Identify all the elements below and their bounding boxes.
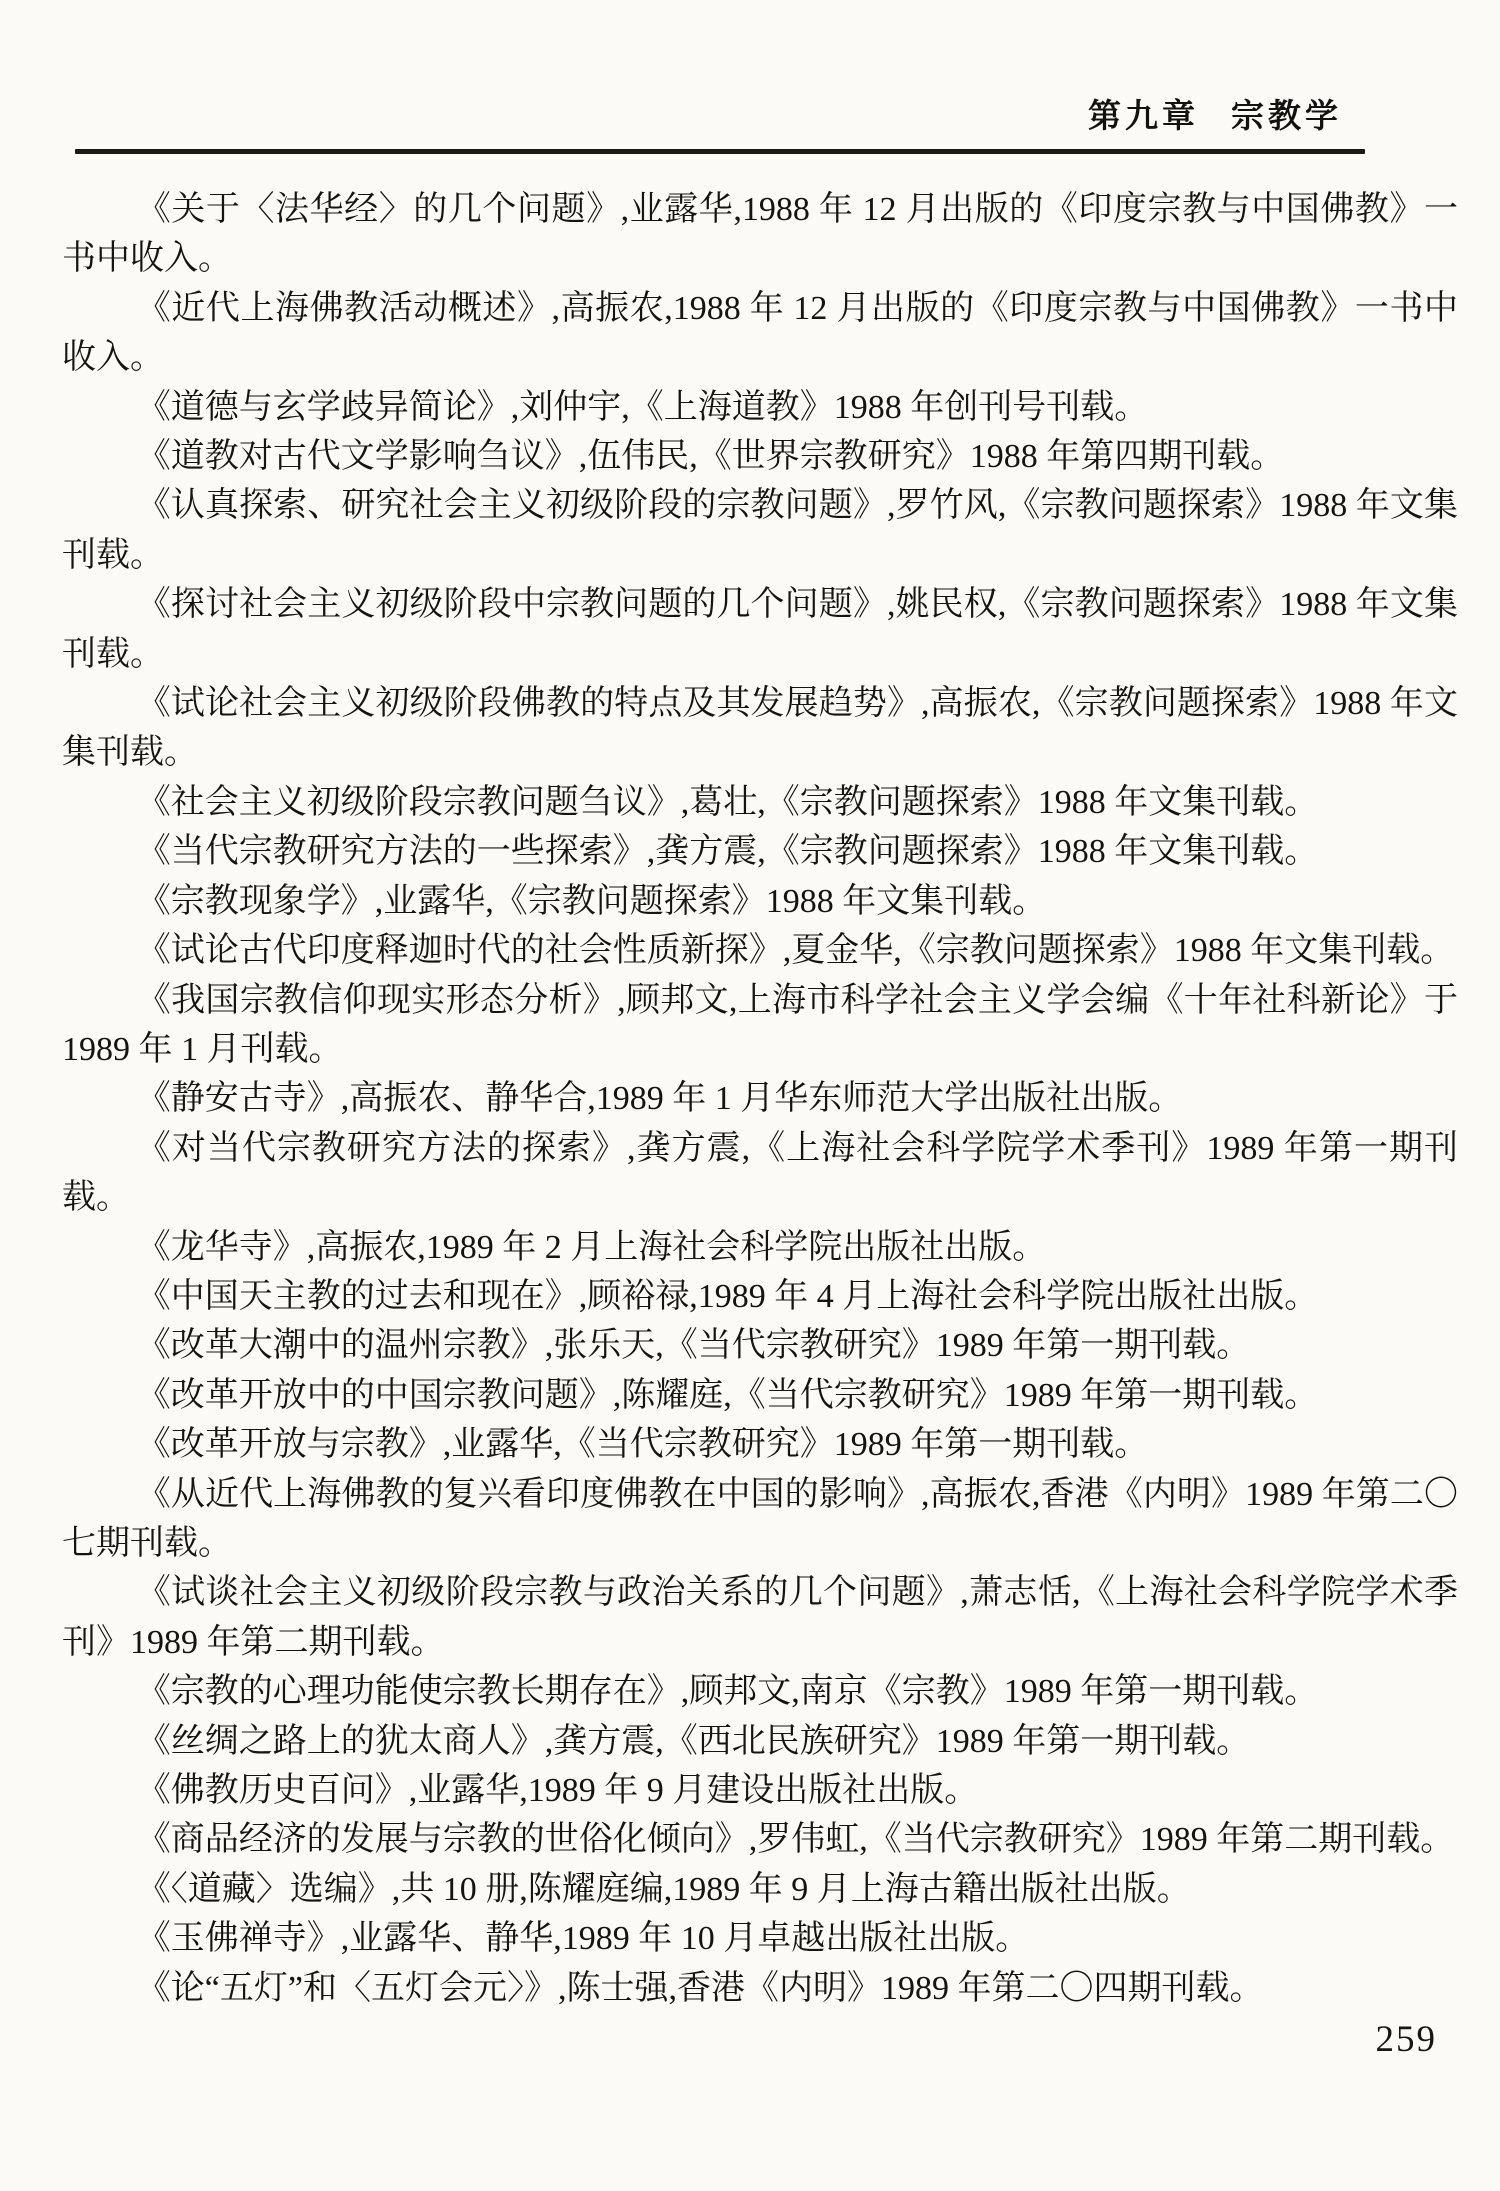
bibliography-entry: 《当代宗教研究方法的一些探索》,龚方震,《宗教问题探索》1988 年文集刊载。: [136, 833, 1319, 871]
bibliography-entry: 《宗教的心理功能使宗教长期存在》,顾邦文,南京《宗教》1989 年第一期刊载。: [136, 1673, 1319, 1711]
bibliography-entry: 《中国天主教的过去和现在》,顾裕禄,1989 年 4 月上海社会科学院出版社出版。: [136, 1277, 1319, 1315]
bibliography-entry: 《论“五灯”和〈五灯会元〉》,陈士强,香港《内明》1989 年第二〇四期刊载。: [136, 1969, 1264, 2007]
bibliography-entry: 《社会主义初级阶段宗教问题刍议》,葛壮,《宗教问题探索》1988 年文集刊载。: [136, 783, 1319, 821]
bibliography-entry: 《玉佛禅寺》,业露华、静华,1989 年 10 月卓越出版社出版。: [136, 1920, 1030, 1958]
bibliography-entry: 《探讨社会主义初级阶段中宗教问题的几个问题》,姚民权,《宗教问题探索》1988 年文集刊载。: [62, 586, 1458, 673]
bibliography-entry: 《佛教历史百问》,业露华,1989 年 9 月建设出版社出版。: [136, 1772, 979, 1809]
bibliography-entry: 《〈道藏〉选编》,共 10 册,陈耀庭编,1989 年 9 月上海古籍出版社出版。: [136, 1870, 1191, 1908]
bibliography-entry: 《丝绸之路上的犹太商人》,龚方震,《西北民族研究》1989 年第一期刊载。: [136, 1722, 1251, 1760]
page-number: 259: [1375, 2019, 1437, 2060]
bibliography-entry: 《近代上海佛教活动概述》,高振农,1988 年 12 月出版的《印度宗教与中国佛教》一书中收入。: [62, 289, 1458, 377]
bibliography-entry: 《关于〈法华经〉的几个问题》,业露华,1988 年 12 月出版的《印度宗教与中国佛教》一书中收入。: [62, 191, 1458, 278]
bibliography-entry: 《龙华寺》,高振农,1989 年 2 月上海社会科学院出版社出版。: [136, 1228, 1047, 1266]
bibliography-entry: 《对当代宗教研究方法的探索》,龚方震,《上海社会科学院学术季刊》1989 年第一期刊载。: [62, 1129, 1458, 1217]
bibliography-entry: 《试论古代印度释迦时代的社会性质新探》,夏金华,《宗教问题探索》1988 年文集刊载。: [136, 932, 1455, 970]
bibliography-entry: 《宗教现象学》,业露华,《宗教问题探索》1988 年文集刊载。: [136, 882, 1047, 920]
bibliography-entry: 《试论社会主义初级阶段佛教的特点及其发展趋势》,高振农,《宗教问题探索》1988 年文集刊载。: [62, 685, 1458, 772]
bibliography-entries: [62, 185, 1458, 2013]
bibliography-entry: 《改革开放与宗教》,业露华,《当代宗教研究》1989 年第一期刊载。: [136, 1426, 1149, 1464]
chapter-number: 第九章: [1088, 97, 1199, 134]
bibliography-entry: 《道教对古代文学影响刍议》,伍伟民,《世界宗教研究》1988 年第四期刊载。: [136, 438, 1285, 476]
running-head: [1088, 98, 1342, 134]
bibliography-entry: 《静安古寺》,高振农、静华合,1989 年 1 月华东师范大学出版社出版。: [136, 1080, 1183, 1118]
bibliography-entry: 《我国宗教信仰现实形态分析》,顾邦文,上海市科学社会主义学会编《十年社科新论》于 1989 年 1 月刊载。: [62, 981, 1458, 1068]
bibliography-entry: 《道德与玄学歧异简论》,刘仲宇,《上海道教》1988 年创刊号刊载。: [136, 388, 1149, 426]
bibliography-entry: 《商品经济的发展与宗教的世俗化倾向》,罗伟虹,《当代宗教研究》1989 年第二期刊载。: [136, 1821, 1455, 1859]
bibliography-entry: 《认真探索、研究社会主义初级阶段的宗教问题》,罗竹风,《宗教问题探索》1988 年文集刊载。: [62, 487, 1458, 574]
chapter-title: 宗教学: [1231, 97, 1342, 134]
bibliography-entry: 《从近代上海佛教的复兴看印度佛教在中国的影响》,高振农,香港《内明》1989 年第二〇七期刊载。: [62, 1475, 1458, 1562]
header-rule: [75, 149, 1365, 154]
bibliography-entry: 《改革开放中的中国宗教问题》,陈耀庭,《当代宗教研究》1989 年第一期刊载。: [136, 1376, 1319, 1414]
bibliography-entry: 《改革大潮中的温州宗教》,张乐天,《当代宗教研究》1989 年第一期刊载。: [136, 1327, 1251, 1365]
bibliography-entry: 《试谈社会主义初级阶段宗教与政治关系的几个问题》,萧志恬,《上海社会科学院学术季刊》1989 年第二期刊载。: [62, 1574, 1458, 1661]
